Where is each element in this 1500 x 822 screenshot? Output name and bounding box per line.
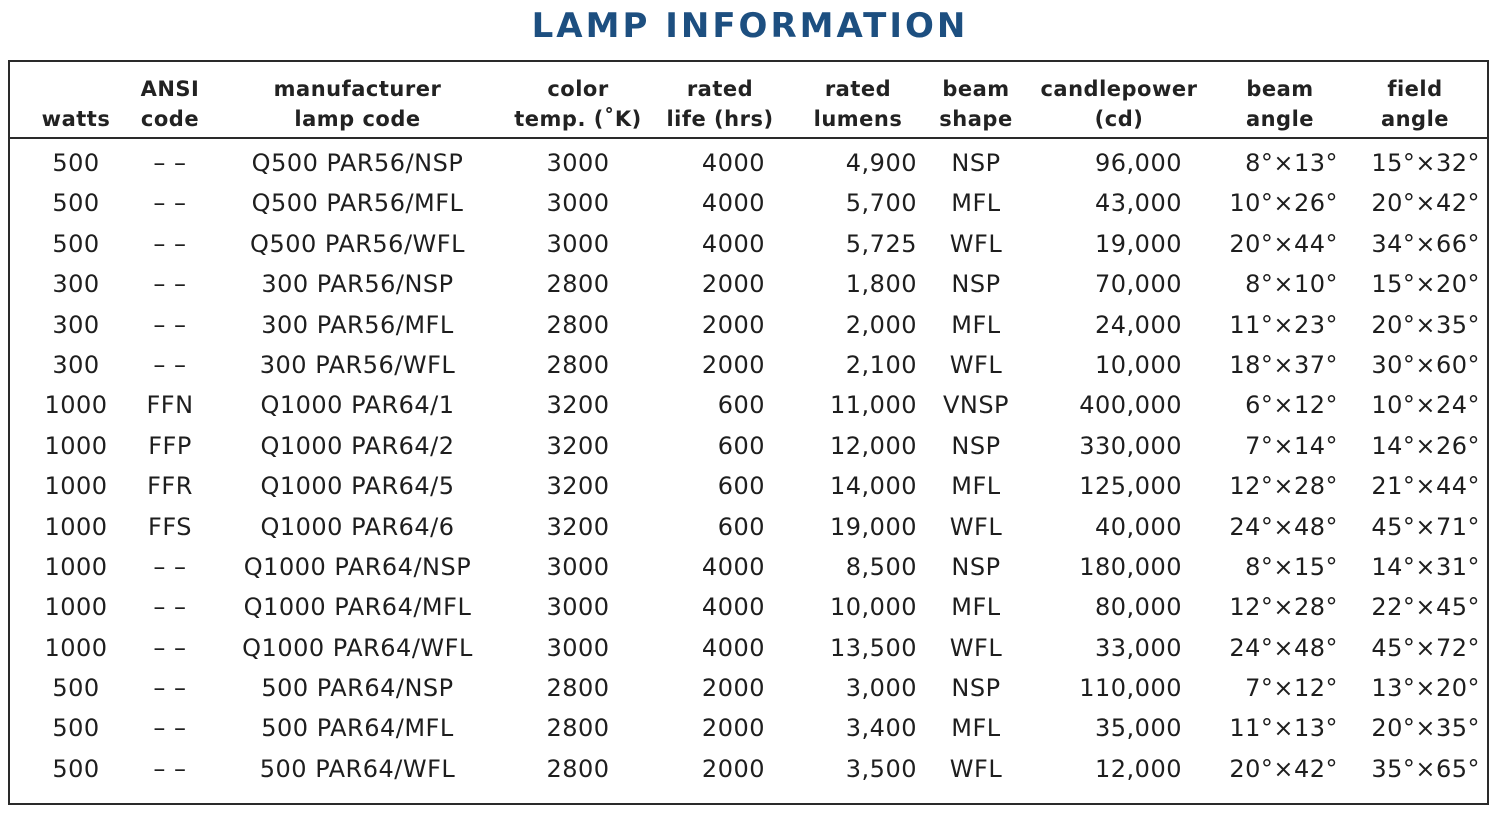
cell-beam-angle: 18°×37°: [1229, 350, 1338, 379]
cell-rated-lumens: 11,000: [830, 391, 917, 420]
cell-rated-lumens: 1,800: [845, 270, 917, 299]
cell-beam-shape: WFL: [949, 754, 1003, 783]
header-field-angle: [1355, 72, 1475, 134]
cell-manufacturer-lamp-code: Q1000 PAR64/NSP: [243, 552, 472, 581]
cell-watts: 1000: [44, 391, 108, 420]
header-color-line2: temp. (˚K): [514, 107, 642, 131]
header-shape-line1: beam: [942, 77, 1010, 101]
cell-beam-angle: 10°×26°: [1229, 189, 1338, 218]
cell-rated-life: 4000: [701, 149, 765, 177]
cell-candlepower: 19,000: [1095, 229, 1182, 258]
cell-rated-life: 2000: [701, 350, 765, 379]
cell-beam-angle: 8°×10°: [1245, 270, 1338, 299]
cell-field-angle: 15°×20°: [1371, 270, 1480, 299]
table-row: [10, 587, 1487, 627]
cell-rated-lumens: 2,000: [845, 310, 917, 339]
cell-watts: 500: [52, 674, 100, 703]
header-lumens-line1: rated: [824, 77, 892, 101]
cell-watts: 1000: [44, 431, 108, 460]
cell-beam-shape: MFL: [951, 310, 1001, 339]
cell-color-temp: 3000: [546, 633, 610, 662]
cell-rated-lumens: 3,400: [845, 714, 917, 743]
cell-ansi-code: – –: [153, 714, 187, 743]
cell-ansi-code: FFS: [148, 512, 192, 541]
cell-field-angle: 13°×20°: [1371, 674, 1480, 703]
cell-beam-shape: WFL: [949, 512, 1003, 541]
cell-candlepower: 33,000: [1095, 633, 1182, 662]
cell-beam-angle: 11°×13°: [1229, 714, 1338, 743]
cell-beam-shape: NSP: [951, 431, 1001, 460]
cell-manufacturer-lamp-code: 500 PAR64/MFL: [261, 714, 454, 743]
header-manufacturer-lamp-code: [215, 72, 500, 134]
cell-watts: 500: [52, 754, 100, 783]
cell-ansi-code: – –: [153, 674, 187, 703]
table-row: [10, 547, 1487, 587]
cell-ansi-code: – –: [153, 350, 187, 379]
cell-beam-shape: VNSP: [942, 391, 1010, 420]
cell-rated-life: 2000: [701, 310, 765, 339]
cell-manufacturer-lamp-code: Q1000 PAR64/WFL: [242, 633, 473, 662]
cell-color-temp: 3200: [546, 431, 610, 460]
table-row: [10, 749, 1487, 789]
header-cp-line1: candlepower: [1040, 77, 1198, 101]
header-ansi-line2: code: [140, 107, 200, 131]
header-mfr-line1: manufacturer: [273, 77, 442, 101]
cell-watts: 500: [52, 229, 100, 258]
cell-rated-lumens: 12,000: [830, 431, 917, 460]
header-beam-line1: beam: [1246, 77, 1314, 101]
cell-candlepower: 40,000: [1095, 512, 1182, 541]
cell-field-angle: 30°×60°: [1371, 350, 1480, 379]
cell-color-temp: 2800: [546, 270, 610, 299]
cell-manufacturer-lamp-code: Q1000 PAR64/MFL: [243, 593, 472, 622]
table-body: [10, 143, 1487, 789]
cell-ansi-code: – –: [153, 189, 187, 218]
cell-watts: 500: [52, 149, 100, 177]
cell-field-angle: 22°×45°: [1371, 593, 1480, 622]
cell-ansi-code: – –: [153, 229, 187, 258]
cell-color-temp: 3200: [546, 512, 610, 541]
cell-rated-lumens: 10,000: [830, 593, 917, 622]
cell-beam-shape: NSP: [951, 674, 1001, 703]
cell-color-temp: 3000: [546, 552, 610, 581]
cell-beam-angle: 24°×48°: [1229, 512, 1338, 541]
cell-ansi-code: FFR: [147, 472, 193, 501]
cell-field-angle: 10°×24°: [1371, 391, 1480, 420]
cell-rated-lumens: 14,000: [830, 472, 917, 501]
header-ansi-code: [132, 72, 208, 134]
cell-beam-angle: 20°×42°: [1229, 754, 1338, 783]
cell-manufacturer-lamp-code: 500 PAR64/NSP: [261, 674, 454, 703]
cell-manufacturer-lamp-code: Q500 PAR56/WFL: [250, 229, 465, 258]
table-row: [10, 385, 1487, 425]
cell-ansi-code: FFP: [148, 431, 192, 460]
cell-color-temp: 3000: [546, 593, 610, 622]
cell-rated-lumens: 4,900: [845, 149, 917, 177]
header-watts-line2: watts: [41, 107, 111, 131]
cell-candlepower: 330,000: [1079, 431, 1182, 460]
header-candlepower: [1026, 72, 1212, 134]
cell-field-angle: 14°×31°: [1371, 552, 1480, 581]
cell-beam-angle: 12°×28°: [1229, 472, 1338, 501]
table-row: [10, 345, 1487, 385]
header-watts: [24, 72, 128, 134]
cell-watts: 1000: [44, 472, 108, 501]
cell-field-angle: 20°×42°: [1371, 189, 1480, 218]
cell-color-temp: 3000: [546, 149, 610, 177]
cell-candlepower: 12,000: [1095, 754, 1182, 783]
cell-ansi-code: FFN: [146, 391, 194, 420]
cell-watts: 1000: [44, 552, 108, 581]
cell-candlepower: 70,000: [1095, 270, 1182, 299]
cell-beam-angle: 6°×12°: [1245, 391, 1338, 420]
cell-beam-shape: WFL: [949, 350, 1003, 379]
cell-field-angle: 20°×35°: [1371, 714, 1480, 743]
header-color-line1: color: [547, 77, 609, 101]
header-life-line1: rated: [686, 77, 754, 101]
cell-color-temp: 2800: [546, 714, 610, 743]
cell-ansi-code: – –: [153, 633, 187, 662]
header-rated-life: [662, 72, 778, 134]
cell-rated-life: 2000: [701, 674, 765, 703]
cell-rated-life: 600: [717, 512, 765, 541]
header-lumens-line2: lumens: [813, 107, 903, 131]
cell-color-temp: 3200: [546, 391, 610, 420]
cell-beam-shape: MFL: [951, 472, 1001, 501]
cell-rated-life: 4000: [701, 593, 765, 622]
table-row: [10, 668, 1487, 708]
header-life-line2: life (hrs): [666, 107, 774, 131]
cell-manufacturer-lamp-code: 300 PAR56/NSP: [261, 270, 454, 299]
cell-candlepower: 10,000: [1095, 350, 1182, 379]
cell-beam-angle: 8°×13°: [1245, 149, 1338, 177]
cell-manufacturer-lamp-code: Q1000 PAR64/2: [260, 431, 455, 460]
cell-watts: 300: [52, 270, 100, 299]
cell-rated-lumens: 13,500: [830, 633, 917, 662]
cell-field-angle: 45°×71°: [1371, 512, 1480, 541]
cell-field-angle: 15°×32°: [1371, 149, 1480, 177]
cell-rated-life: 4000: [701, 552, 765, 581]
cell-candlepower: 24,000: [1095, 310, 1182, 339]
cell-field-angle: 34°×66°: [1371, 229, 1480, 258]
cell-beam-angle: 11°×23°: [1229, 310, 1338, 339]
cell-rated-life: 600: [717, 391, 765, 420]
cell-watts: 300: [52, 310, 100, 339]
cell-ansi-code: – –: [153, 149, 187, 177]
cell-rated-lumens: 3,000: [845, 674, 917, 703]
cell-rated-life: 4000: [701, 633, 765, 662]
cell-field-angle: 20°×35°: [1371, 310, 1480, 339]
cell-color-temp: 2800: [546, 310, 610, 339]
cell-beam-shape: MFL: [951, 593, 1001, 622]
cell-rated-lumens: 3,500: [845, 754, 917, 783]
cell-manufacturer-lamp-code: Q1000 PAR64/5: [260, 472, 455, 501]
cell-rated-lumens: 5,700: [845, 189, 917, 218]
table-row: [10, 708, 1487, 748]
cell-rated-lumens: 19,000: [830, 512, 917, 541]
table-row: [10, 143, 1487, 183]
table-row: [10, 264, 1487, 304]
cell-beam-shape: NSP: [951, 552, 1001, 581]
cell-rated-lumens: 2,100: [845, 350, 917, 379]
cell-color-temp: 3200: [546, 472, 610, 501]
cell-beam-angle: 20°×44°: [1229, 229, 1338, 258]
header-beam-line2: angle: [1245, 107, 1315, 131]
cell-color-temp: 2800: [546, 350, 610, 379]
cell-rated-lumens: 5,725: [845, 229, 917, 258]
table-row: [10, 305, 1487, 345]
cell-rated-life: 600: [717, 472, 765, 501]
cell-field-angle: 45°×72°: [1371, 633, 1480, 662]
cell-candlepower: 110,000: [1079, 674, 1182, 703]
table-row: [10, 426, 1487, 466]
cell-ansi-code: – –: [153, 552, 187, 581]
cell-beam-shape: WFL: [949, 229, 1003, 258]
cell-candlepower: 35,000: [1095, 714, 1182, 743]
cell-ansi-code: – –: [153, 270, 187, 299]
cell-rated-life: 600: [717, 431, 765, 460]
table-row: [10, 466, 1487, 506]
cell-candlepower: 125,000: [1079, 472, 1182, 501]
cell-watts: 1000: [44, 593, 108, 622]
cell-watts: 1000: [44, 512, 108, 541]
cell-color-temp: 3000: [546, 189, 610, 218]
cell-ansi-code: – –: [153, 593, 187, 622]
table-header-row: [10, 62, 1487, 139]
header-cp-line2: (cd): [1094, 107, 1144, 131]
cell-manufacturer-lamp-code: Q1000 PAR64/1: [260, 391, 455, 420]
cell-manufacturer-lamp-code: 500 PAR64/WFL: [259, 754, 456, 783]
cell-beam-angle: 7°×14°: [1245, 431, 1338, 460]
header-beam-angle: [1220, 72, 1340, 134]
cell-manufacturer-lamp-code: Q500 PAR56/MFL: [251, 189, 464, 218]
cell-ansi-code: – –: [153, 754, 187, 783]
cell-field-angle: 21°×44°: [1371, 472, 1480, 501]
cell-beam-shape: NSP: [951, 270, 1001, 299]
cell-watts: 300: [52, 350, 100, 379]
cell-field-angle: 35°×65°: [1371, 754, 1480, 783]
cell-beam-shape: NSP: [951, 149, 1001, 177]
cell-beam-angle: 8°×15°: [1245, 552, 1338, 581]
cell-watts: 500: [52, 714, 100, 743]
cell-color-temp: 3000: [546, 229, 610, 258]
table-row: [10, 183, 1487, 223]
cell-manufacturer-lamp-code: 300 PAR56/WFL: [259, 350, 456, 379]
cell-color-temp: 2800: [546, 754, 610, 783]
table-row: [10, 628, 1487, 668]
cell-rated-lumens: 8,500: [845, 552, 917, 581]
header-beam-shape: [927, 72, 1025, 134]
cell-candlepower: 400,000: [1079, 391, 1182, 420]
cell-beam-shape: MFL: [951, 714, 1001, 743]
cell-candlepower: 43,000: [1095, 189, 1182, 218]
cell-rated-life: 2000: [701, 714, 765, 743]
cell-beam-shape: MFL: [951, 189, 1001, 218]
lamp-table: [8, 60, 1489, 805]
cell-manufacturer-lamp-code: 300 PAR56/MFL: [261, 310, 454, 339]
page-title: LAMP INFORMATION: [531, 6, 969, 46]
table-row: [10, 224, 1487, 264]
cell-watts: 1000: [44, 633, 108, 662]
cell-candlepower: 180,000: [1079, 552, 1182, 581]
cell-rated-life: 4000: [701, 189, 765, 218]
cell-beam-shape: WFL: [949, 633, 1003, 662]
cell-ansi-code: – –: [153, 310, 187, 339]
cell-rated-life: 2000: [701, 270, 765, 299]
cell-candlepower: 80,000: [1095, 593, 1182, 622]
table-row: [10, 507, 1487, 547]
cell-watts: 500: [52, 189, 100, 218]
header-ansi-line1: ANSI: [140, 77, 200, 101]
cell-beam-angle: 24°×48°: [1229, 633, 1338, 662]
cell-beam-angle: 7°×12°: [1245, 674, 1338, 703]
header-mfr-line2: lamp code: [294, 107, 421, 131]
cell-manufacturer-lamp-code: Q1000 PAR64/6: [260, 512, 455, 541]
header-color-temp: [506, 72, 650, 134]
cell-manufacturer-lamp-code: Q500 PAR56/NSP: [251, 149, 464, 177]
cell-rated-life: 2000: [701, 754, 765, 783]
cell-field-angle: 14°×26°: [1371, 431, 1480, 460]
cell-beam-angle: 12°×28°: [1229, 593, 1338, 622]
header-shape-line2: shape: [939, 107, 1013, 131]
cell-candlepower: 96,000: [1095, 149, 1182, 177]
header-rated-lumens: [800, 72, 916, 134]
header-field-line2: angle: [1380, 107, 1450, 131]
cell-rated-life: 4000: [701, 229, 765, 258]
cell-color-temp: 2800: [546, 674, 610, 703]
header-field-line1: field: [1387, 77, 1443, 101]
